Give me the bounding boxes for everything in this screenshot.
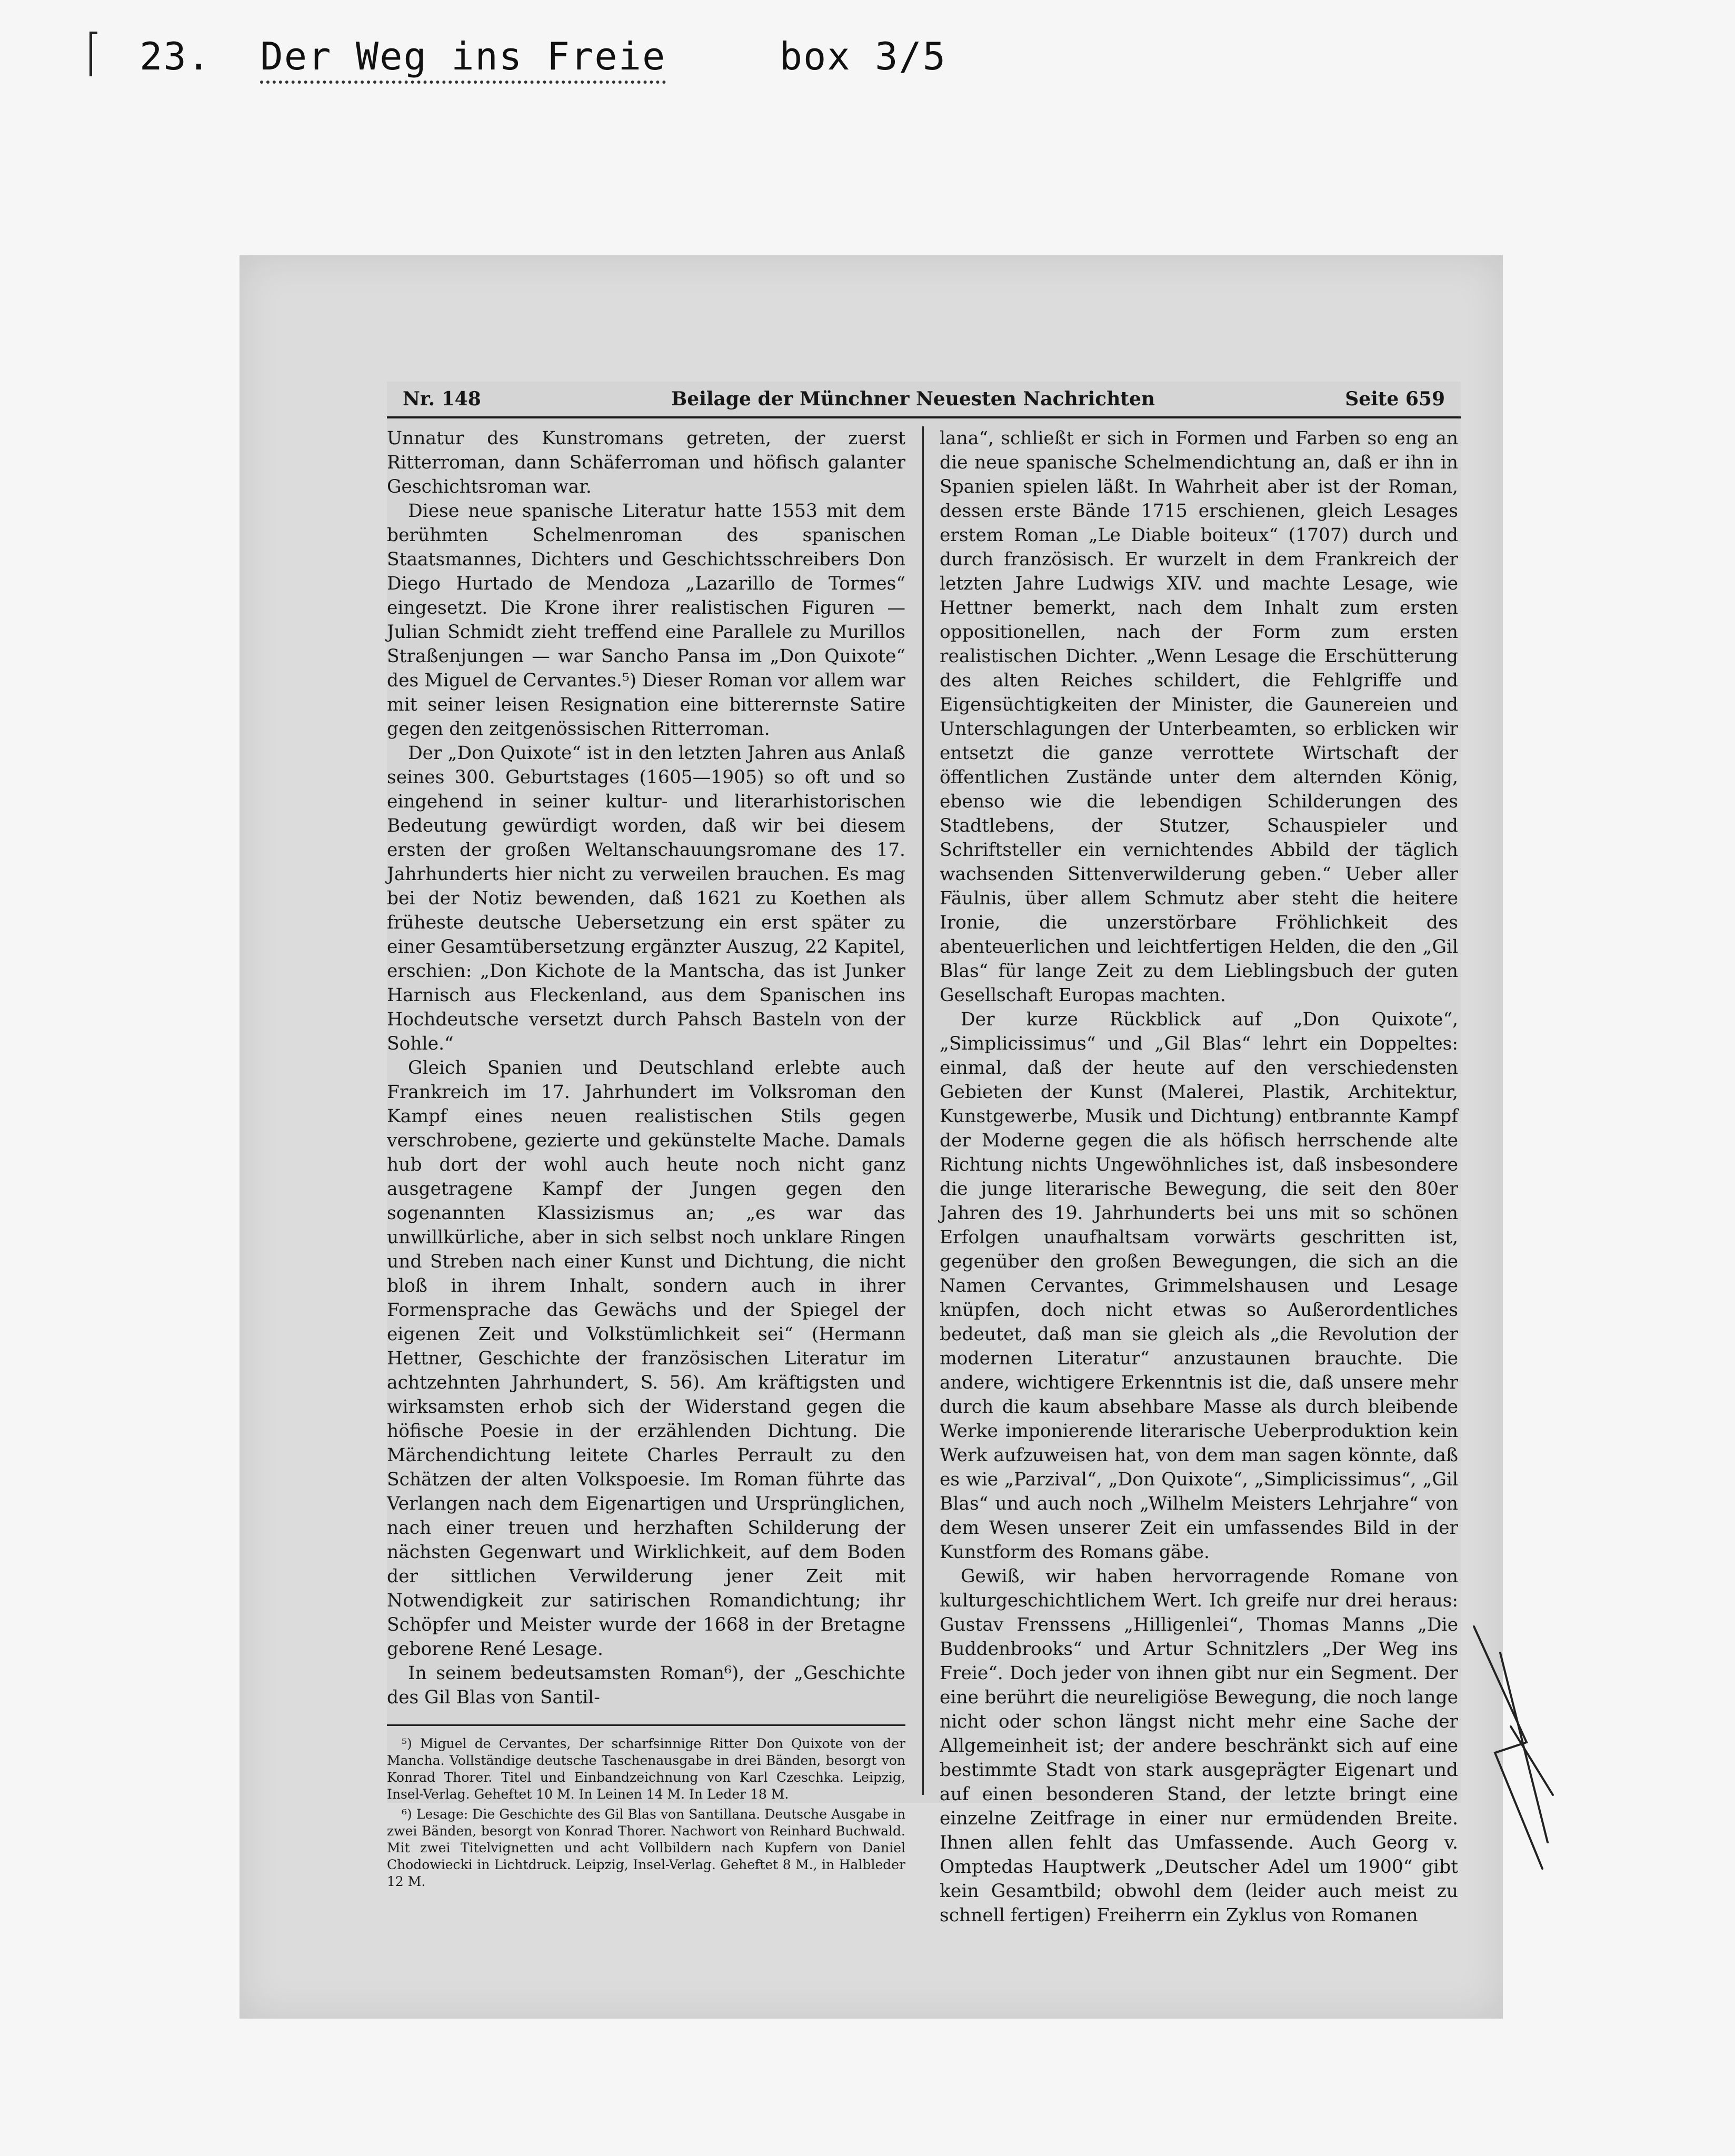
footnotes <box>387 1724 905 1890</box>
box-label: box 3/5 <box>779 34 947 78</box>
column-divider <box>922 426 924 1795</box>
paragraph: In seinem bedeutsamsten Roman⁶), der „Geschichte des Gil Blas von Santil- <box>387 1663 905 1708</box>
paragraph: Gewiß, wir haben hervorragende Romane von kulturgeschichtlichem Wert. Ich greife nur drei heraus: Gustav Frenssens „Hilligenlei“, Thomas Manns „Die Buddenbrooks“ und Artur Schnitzlers „Der Weg ins Freie“. Doch jeder von ihnen gibt nur ein Segment. Der eine berührt die neureligiöse Bewegung, die noch lange nicht oder schon längst nicht mehr eine Sache der Allgemeinheit ist; der andere beschränkt sich auf eine bestimmte Stadt von stark ausgeprägter Eigenart und auf einen besonderen Stand, der letzte bringt eine einzelne Zeitfrage in einer nur ermüdenden Breite. Ihnen allen fehlt das Umfassende. Auch Georg v. Omptedas Hauptwerk „Deutscher Adel um 1900“ gibt kein Gesamtbild; obwohl dem (leider auch meist zu schnell fertigen) Freiherrn ein Zyklus von Romanen <box>940 1566 1458 1926</box>
masthead <box>387 382 1461 418</box>
footnote-5: ⁵) Miguel de Cervantes, Der scharfsinnige Ritter Don Quixote von der Mancha. Vollständige deutsche Taschenausgabe in drei Bänden, besorgt von Konrad Thorer. Titel und Einbandzeichnung von Karl Czeschka. Leipzig, Insel-Verlag. Geheftet 10 M. In Leinen 14 M. In Leder 18 M. <box>387 1736 905 1802</box>
newspaper-clipping <box>387 382 1461 1926</box>
index-number: 23. <box>139 34 212 78</box>
paragraph: Diese neue spanische Literatur hatte 1553 mit dem berühmten Schelmenroman des spanischen Staatsmannes, Dichters und Geschichtsschreibers Don Diego Hurtado de Mendoza „Lazarillo de Tormes“ eingesetzt. Die Krone ihrer realistischen Figuren — Julian Schmidt zieht treffend eine Parallele zu Murillos Straßenjungen — war Sancho Pansa im „Don Quixote“ des Miguel de Cervantes.⁵) Dieser Roman vor allem war mit seiner leisen Resignation eine bitterernste Satire gegen den zeitgenössischen Ritterroman. <box>387 501 905 740</box>
index-title: Der Weg ins Freie <box>260 34 666 84</box>
paragraph: Unnatur des Kunstromans getreten, der zuerst Ritterroman, dann Schäferroman und höfisch galanter Geschichtsroman war. <box>387 428 905 497</box>
page-number: Seite 659 <box>1345 388 1445 410</box>
paragraph: Der kurze Rückblick auf „Don Quixote“, „Simplicissimus“ und „Gil Blas“ lehrt ein Doppeltes: einmal, daß der heute auf den verschiedensten Gebieten der Kunst (Malerei, Plastik, Architektur, Kunstgewerbe, Musik und Dichtung) entbrannte Kampf der Moderne gegen die als höfisch herrschende alte Richtung nichts Ungewöhnliches ist, daß insbesondere die junge literarische Bewegung, die seit den 80er Jahren des 19. Jahrhunderts bei uns mit so schönen Erfolgen unaufhaltsam vorwärts geschritten ist, gegenüber den großen Bewegungen, die sich an die Namen Cervantes, Grimmelshausen und Lesage knüpfen, doch nicht etwas so Außerordentliches bedeutet, daß man sie gleich als „die Revolution der modernen Literatur“ anzustaunen brauchte. Die andere, wichtigere Erkenntnis ist die, daß unsere mehr durch die kaum absehbare Masse als durch bleibende Werke imponierende literarische Ueberproduktion kein Werk aufzuweisen hat, von dem man sagen könnte, daß es wie „Parzival“, „Don Quixote“, „Simplicissimus“, „Gil Blas“ und auch noch „Wilhelm Meisters Lehrjahre“ von dem Wesen unserer Zeit ein umfassendes Bild in der Kunstform des Romans gäbe. <box>940 1009 1458 1563</box>
left-column <box>387 426 905 1889</box>
masthead-title: Beilage der Münchner Neuesten Nachrichten <box>671 388 1155 410</box>
frame-corner-mark <box>89 32 97 76</box>
article-body <box>387 426 1461 1926</box>
right-column <box>940 426 1458 1926</box>
footnote-6: ⁶) Lesage: Die Geschichte des Gil Blas von Santillana. Deutsche Ausgabe in zwei Bänden, besorgt von Konrad Thorer. Nachwort von Reinhard Buchwald. Mit zwei Titelvignetten und acht Vollbildern nach Kupfern von Daniel Chodowiecki in Lichtdruck. Leipzig, Insel-Verlag. Geheftet 8 M., in Halbleder 12 M. <box>387 1806 905 1889</box>
paragraph: Der „Don Quixote“ ist in den letzten Jahren aus Anlaß seines 300. Geburtstages (1605—1905) so oft und so eingehend in seiner kultur- und literarhistorischen Bedeutung gewürdigt worden, daß wir bei diesem ersten der großen Weltanschauungsromane des 17. Jahrhunderts hier nicht zu verweilen brauchen. Es mag bei der Notiz bewenden, daß 1621 zu Koethen als früheste deutsche Uebersetzung ein erst später zu einer Gesamtübersetzung ergänzter Auszug, 22 Kapitel, erschien: „Don Kichote de la Mantscha, das ist Junker Harnisch aus Fleckenland, aus dem Spanischen ins Hochdeutsche versetzt durch Pahsch Basteln von der Sohle.“ <box>387 743 905 1054</box>
newspaper-sheet <box>240 255 1503 2019</box>
paragraph: lana“, schließt er sich in Formen und Farben so eng an die neue spanische Schelmendichtung an, daß er ihn in Spanien spielen läßt. In Wahrheit aber ist der Roman, dessen erste Bände 1715 erschienen, gleich Lesages erstem Roman „Le Diable boiteux“ (1707) durch und durch französisch. Er wurzelt in dem Frankreich der letzten Jahre Ludwigs XIV. und machte Lesage, wie Hettner bemerkt, nach dem Inhalt zum ersten oppositionellen, nach der Form zum ersten realistischen Dichter. „Wenn Lesage die Erschütterung des alten Reiches schildert, die Fehlgriffe und Eigensüchtigkeiten der Minister, die Gaunereien und Unterschlagungen der Unterbeamten, so erblicken wir entsetzt die ganze verrottete Wirtschaft der öffentlichen Zustände unter dem alternden König, ebenso wie die lebendigen Schilderungen des Stadtlebens, der Stutzer, Schauspieler und Schriftsteller ein vernichtendes Abbild der täglich wachsenden Sittenverwilderung geben.“ Ueber aller Fäulnis, über allem Schmutz aber steht die heitere Ironie, die unzerstörbare Fröhlichkeit des abenteuerlichen und leichtfertigen Helden, die den „Gil Blas“ für lange Zeit zu dem Lieblingsbuch der guten Gesellschaft Europas machten. <box>940 428 1458 1006</box>
pencil-mark-icon <box>1463 1621 1558 1895</box>
paragraph: Gleich Spanien und Deutschland erlebte auch Frankreich im 17. Jahrhundert im Volksroman den Kampf eines neuen realistischen Stils gegen verschrobene, gezierte und gekünstelte Mache. Damals hub dort der wohl auch heute noch nicht ganz ausgetragene Kampf der Jungen gegen den sogenannten Klassizismus an; „es war das unwillkürliche, aber in sich selbst noch unklare Ringen und Streben nach einer Kunst und Dichtung, die nicht bloß in ihrem Inhalt, sondern auch in ihrer Formensprache das Gewächs und der Spiegel der eigenen Zeit und Volkstümlichkeit sei“ (Hermann Hettner, Geschichte der französischen Literatur im achtzehnten Jahrhundert, S. 56). Am kräftigsten und wirksamsten erhob sich der Widerstand gegen die höfische Poesie in der erzählenden Dichtung. Die Märchendichtung leitete Charles Perrault zu den Schätzen der alten Volkspoesie. Im Roman führte das Verlangen nach dem Eigenartigen und Ursprünglichen, nach einer treuen und herzhaften Schilderung der nächsten Gegenwart und Wirklichkeit, auf dem Boden der sittlichen Verwilderung jener Zeit mit Notwendigkeit zur satirischen Romandichtung; ihr Schöpfer und Meister wurde der 1668 in der Bretagne geborene René Lesage. <box>387 1057 905 1660</box>
issue-number: Nr. 148 <box>403 388 481 410</box>
archive-index-line <box>139 33 946 80</box>
